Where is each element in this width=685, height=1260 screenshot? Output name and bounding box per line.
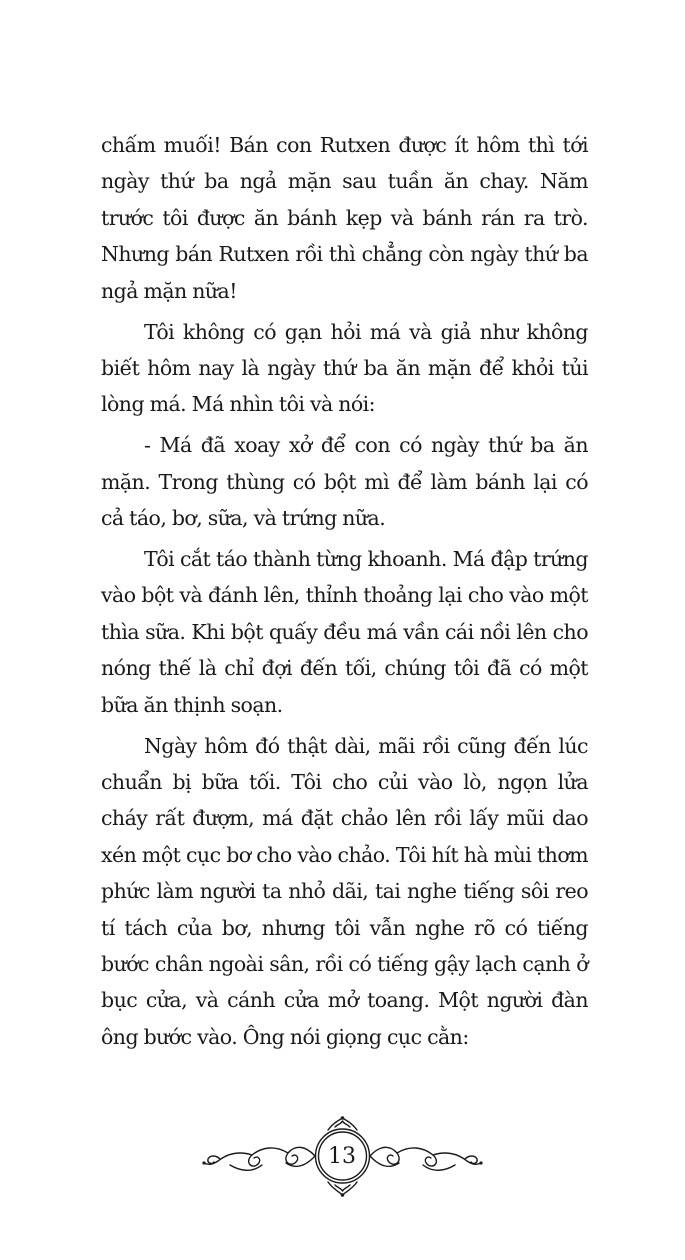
- paragraph-5: Ngày hôm đó thật dài, mãi rồi cũng đến lúc chuẩn bị bữa tối. Tôi cho củi vào lò, ngọn lửa cháy rất đượm, má đặt chảo lên rồi lấy mũi dao xén một cục bơ cho vào chảo. Tôi hít hà mùi thơm phức làm người ta nhỏ dãi, tai nghe tiếng sôi reo tí tách của bơ, nhưng tôi vẫn nghe rõ có tiếng bước chân ngoài sân, rồi có tiếng gậy lạch cạnh ở bục cửa, và cánh cửa mở toang. Một người đàn ông bước vào. Ông nói giọng cục cằn:: [101, 733, 588, 1049]
- paragraph-4: Tôi cắt táo thành từng khoanh. Má đập trứng vào bột và đánh lên, thỉnh thoảng lại cho vào một thìa sữa. Khi bột quấy đều má vần cái nồi lên cho nóng thế là chỉ đợi đến tối, chúng tôi đã có một bữa ăn thịnh soạn.: [101, 546, 588, 717]
- paragraph-3: - Má đã xoay xở để con có ngày thứ ba ăn mặn. Trong thùng có bột mì để làm bánh lại có cả táo, bơ, sữa, và trứng nữa.: [101, 433, 588, 531]
- paragraph-1: chấm muối! Bán con Rutxen được ít hôm thì tới ngày thứ ba ngả mặn sau tuần ăn chay. Năm trước tôi được ăn bánh kẹp và bánh rán ra trò. Nhưng bán Rutxen rồi thì chẳng còn ngày thứ ba ngả mặn nữa!: [101, 133, 588, 303]
- page-number: 13: [328, 1143, 356, 1169]
- paragraph-2: Tôi không có gạn hỏi má và giả như không biết hôm nay là ngày thứ ba ăn mặn để khỏi tủi lòng má. Má nhìn tôi và nói:: [101, 319, 588, 417]
- body-text: [101, 127, 588, 1060]
